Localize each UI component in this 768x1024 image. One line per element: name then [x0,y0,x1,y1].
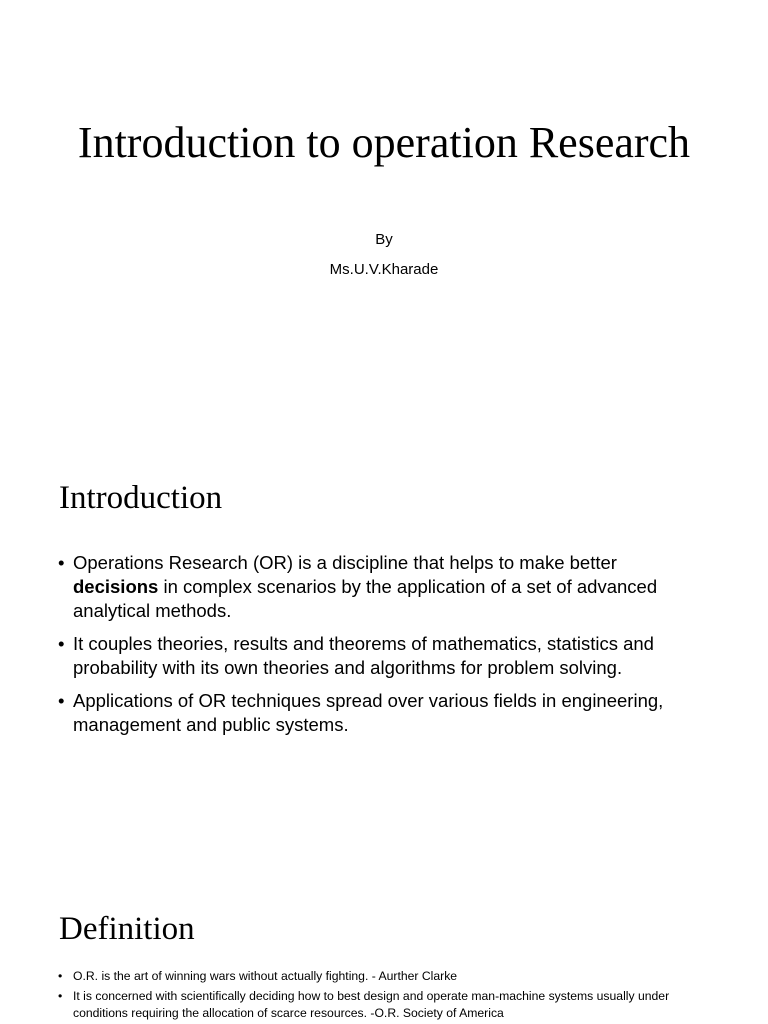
definition-bullet-list [58,968,698,1024]
definition-heading: Definition [59,911,195,947]
author-name: Ms.U.V.Kharade [329,261,439,278]
title-slide [0,0,768,432]
definition-bullet-1: • O.R. is the art of winning wars without actually fighting. - Aurther Clarke [58,968,698,985]
bullet-1-bold-term: decisions [73,576,159,597]
definition-slide [0,864,768,1024]
introduction-bullet-1 [58,551,698,623]
definition-bullet-2: • It is concerned with scientifically deciding how to best design and operate man-machine systems usually under conditions requiring the allocation of scarce resources. -O.R. Society of America [58,988,698,1022]
introduction-heading: Introduction [59,480,223,516]
introduction-bullet-3: • Applications of OR techniques spread over various fields in engineering, management and public systems. [58,689,698,737]
bullet-1-text-start: Operations Research (OR) is a discipline that helps to make better [73,552,617,573]
presentation-title: Introduction to operation Research [77,118,691,167]
bullet-1-text-end: in complex scenarios by the application of a set of advanced analytical methods. [73,576,658,621]
introduction-bullet-list [58,551,698,746]
by-label: By [375,231,393,248]
introduction-bullet-2: • It couples theories, results and theorems of mathematics, statistics and probability with its own theories and algorithms for problem solving. [58,632,698,680]
introduction-slide [0,432,768,864]
